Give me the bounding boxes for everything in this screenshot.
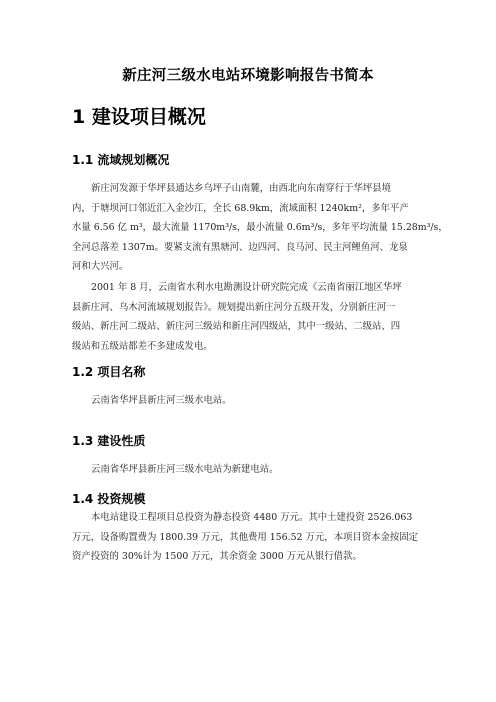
section-1-3-paragraph [72,460,428,480]
section-heading-1-1: 1.1 流域规划概况 [72,153,170,167]
text-line: 级站和五级站都差不多建成发电。 [72,340,213,352]
section-1-1-paragraph-1 [72,179,448,277]
text-line: 云南省华坪县新庄河三级水电站。 [91,395,232,406]
text-line: 资产投资的 30%计为 1500 万元，其余资金 3000 万元从银行借款。 [72,551,362,563]
section-heading-1-2: 1.2 项目名称 [72,365,146,379]
section-1-4-paragraph [72,508,428,567]
text-line: 河和大兴河。 [72,261,129,273]
text-line: 水量 6.56 亿 m³，最大流量 1170m³/s，最小流量 0.6m³/s，多年平均流量 15.28m³/s， [72,222,448,234]
text-line: 级站、新庄河二级站、新庄河三级站和新庄河四级站，其中一级站、二级站、四 [72,321,401,333]
section-1-1-paragraph-2 [72,278,428,356]
chapter-heading: 1 建设项目概况 [72,106,206,128]
text-line: 本电站建设工程项目总投资为静态投资 4480 万元。其中土建投资 2526.063 [91,512,413,523]
text-line: 新庄河发源于华坪县通达乡乌坪子山南麓，由西北向东南穿行于华坪县境 [91,183,392,194]
text-line: 万元，设备购置费为 1800.39 万元，其他费用 156.52 万元，本项目资本金按固定 [72,531,418,543]
text-line: 云南省华坪县新庄河三级水电站为新建电站。 [91,464,279,475]
section-1-2-paragraph [72,391,428,411]
text-line: 内，于塘坝河口邻近汇入金沙江，全长 68.9km，流域面积 1240km²，多年平产 [72,202,409,214]
section-heading-1-4: 1.4 投资规模 [72,492,146,506]
text-line: 县新庄河、乌木河流域规划报告》。规划提出新庄河分五级开发，分别新庄河一 [72,301,396,313]
text-line: 2001 年 8 月，云南省水利水电勘测设计研究院完成《云南省丽江地区华坪 [91,282,402,293]
document-title: 新庄河三级水电站环境影响报告书简本 [122,68,374,84]
section-heading-1-3: 1.3 建设性质 [72,434,146,448]
text-line: 全河总落差 1307m。要紧支流有黑塘河、边四河、良马河、民主河鲤鱼河、龙泉 [72,241,408,253]
